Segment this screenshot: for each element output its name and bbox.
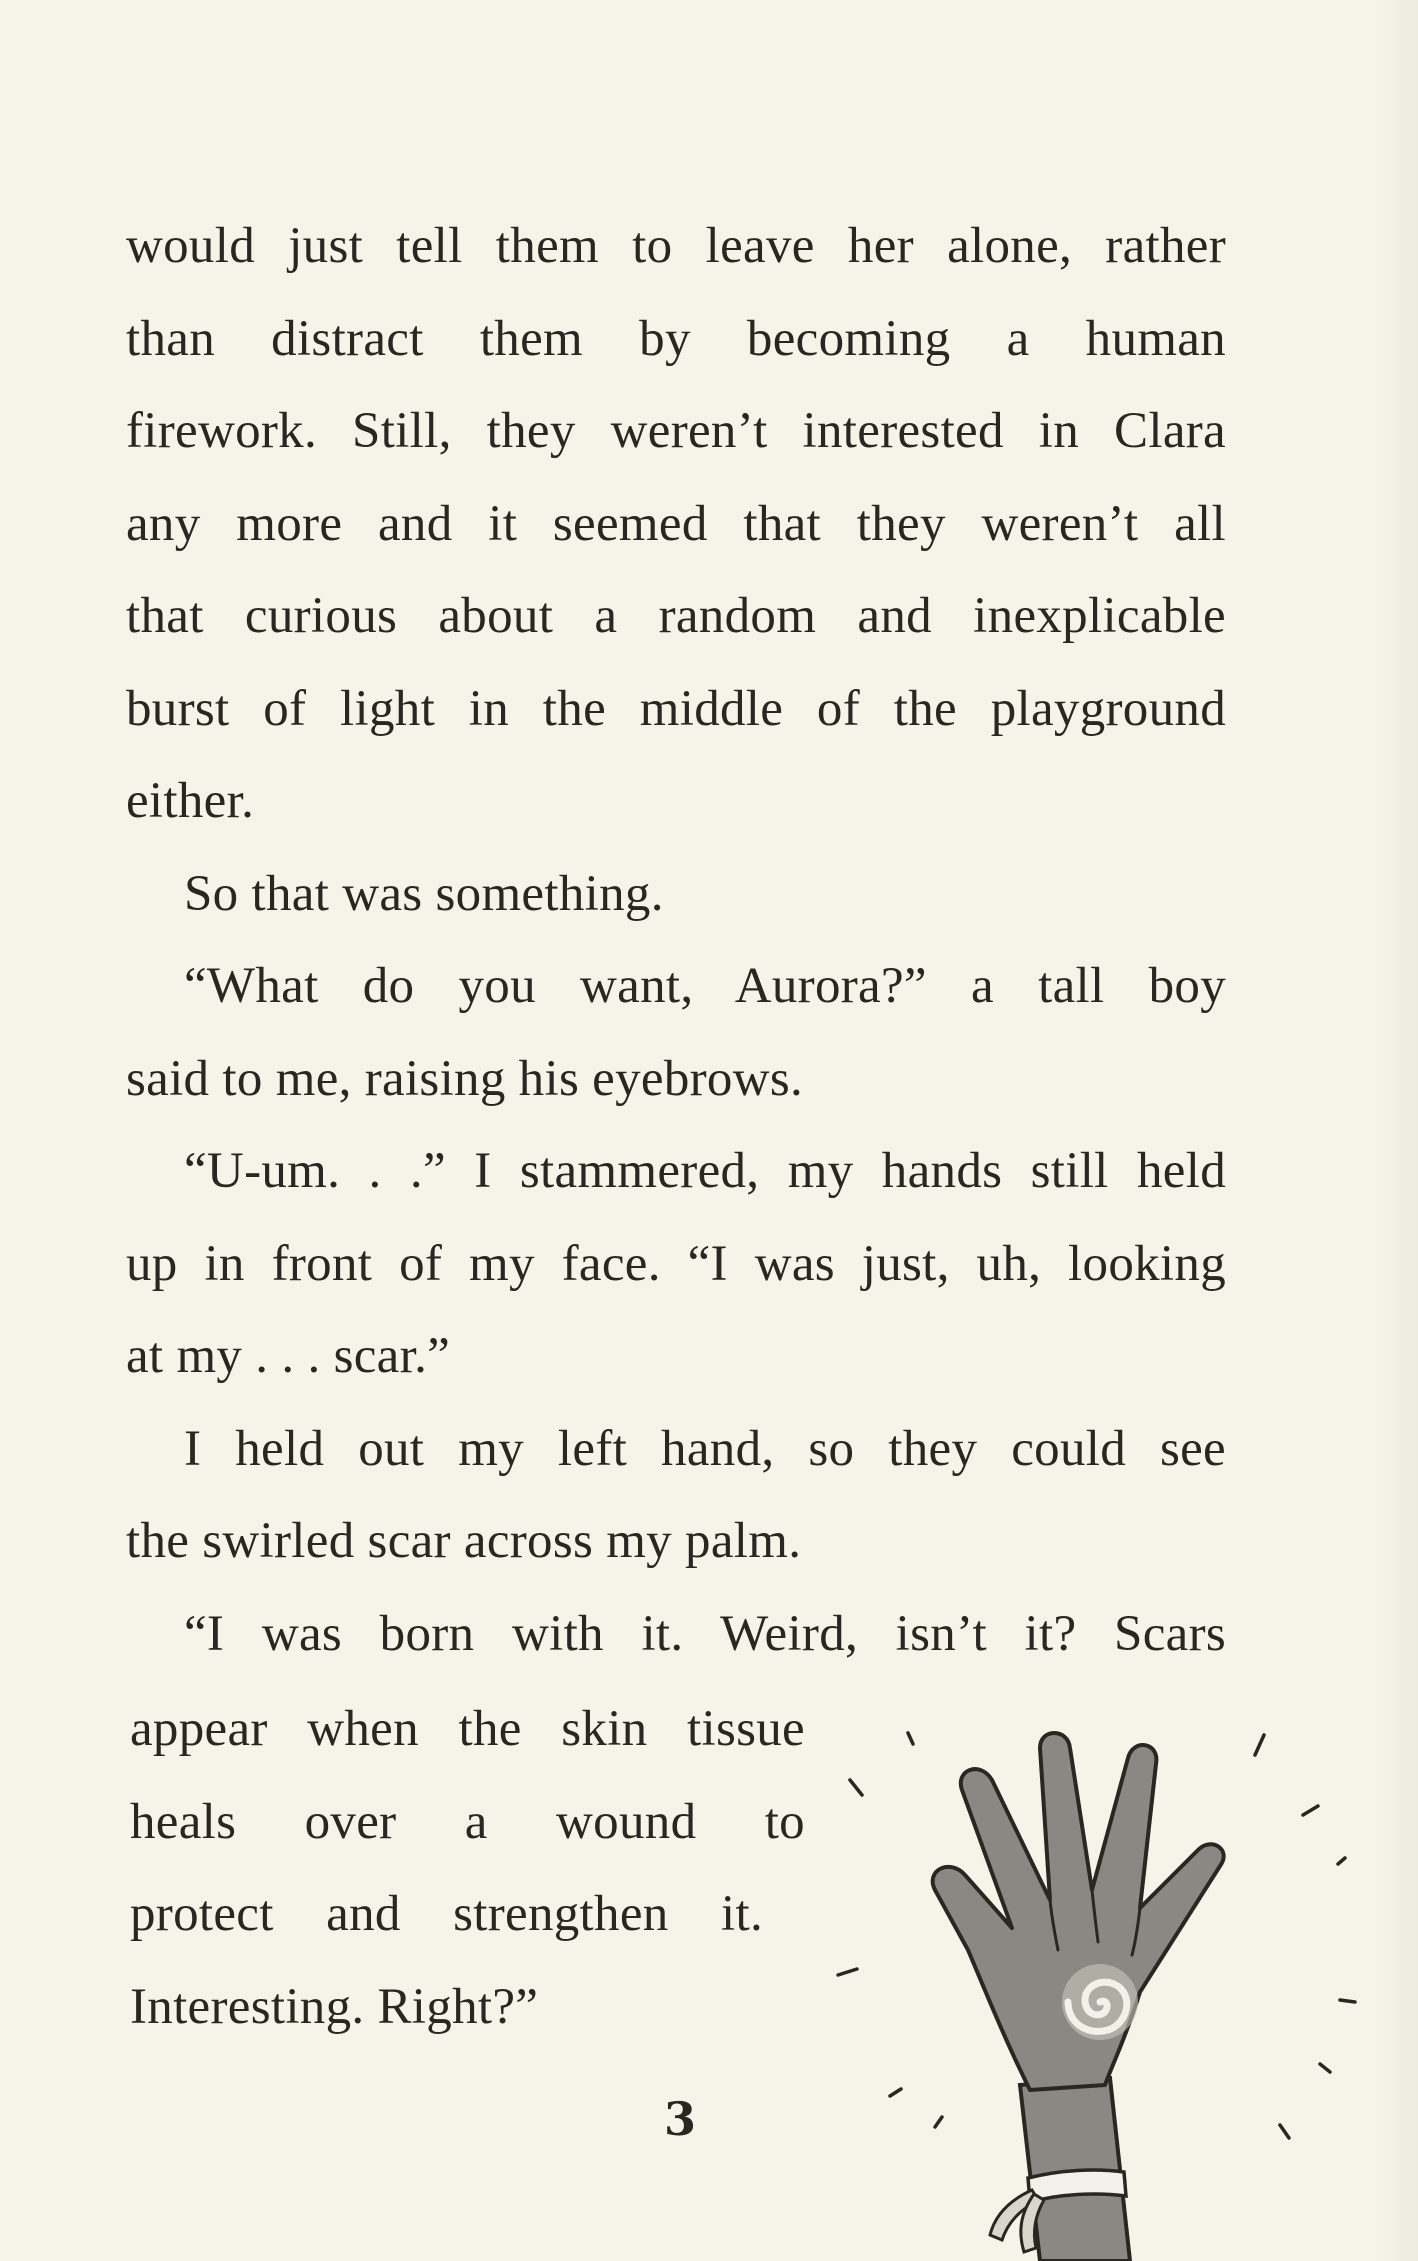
text-line: any more and it seemed that they weren’t all [126, 495, 1226, 552]
text-line: the swirled scar across my palm. [126, 1513, 802, 1569]
text-line: “U-um. . .” I stammered, my hands still held [184, 1143, 1226, 1199]
swirl-scar [1062, 1964, 1138, 2040]
text-line: said to me, raising his eyebrows. [126, 1050, 804, 1107]
text-line: I held out my left hand, so they could see [184, 1420, 1226, 1477]
text-line: appear when the skin tissue [130, 1701, 805, 1757]
text-line: that curious about a random and inexplicable [126, 588, 1226, 644]
text-line: “I was born with it. Weird, isn’t it? Scars [184, 1605, 1226, 1662]
wrapped-text [130, 1683, 805, 2053]
body-text [126, 200, 1226, 1680]
text-line: up in front of my face. “I was just, uh, looking [126, 1235, 1226, 1292]
page-number: 3 [663, 2092, 696, 2146]
text-line: protect and strengthen it. [130, 1886, 763, 1942]
text-line: at my . . . scar.” [126, 1328, 451, 1384]
text-line: heals over a wound to [130, 1793, 805, 1850]
text-line: burst of light in the middle of the playground [126, 680, 1226, 737]
text-line: Interesting. Right?” [130, 1978, 539, 2035]
text-line: either. [126, 773, 255, 829]
glowing-hand-with-swirl-scar-icon [820, 1700, 1400, 2261]
hand [933, 1733, 1224, 2090]
text-line: would just tell them to leave her alone, rather [126, 218, 1226, 274]
text-line: than distract them by becoming a human [126, 310, 1226, 367]
text-line: firework. Still, they weren’t interested in Clara [126, 403, 1226, 459]
text-line: “What do you want, Aurora?” a tall boy [184, 958, 1226, 1014]
text-line: So that was something. [184, 865, 664, 922]
